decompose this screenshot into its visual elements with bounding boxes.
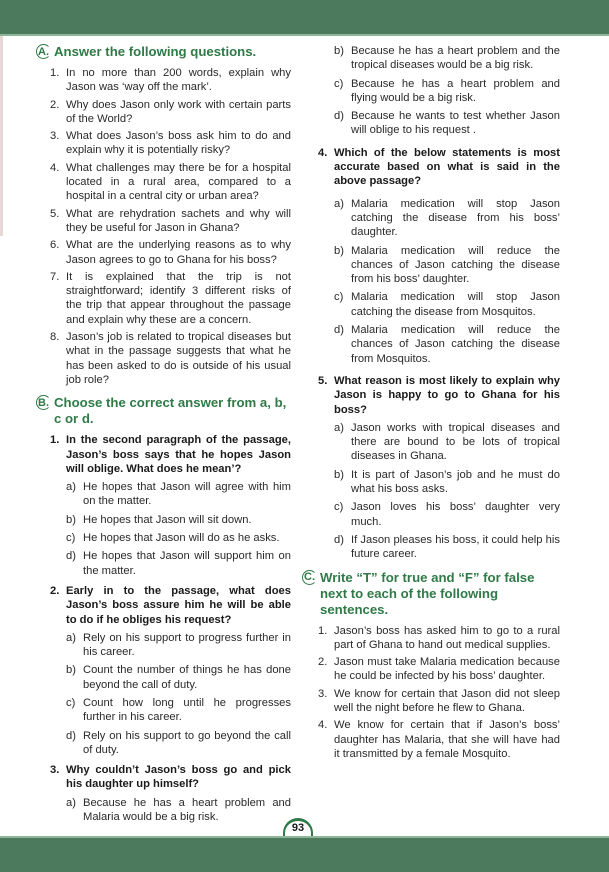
question-a6 bbox=[50, 238, 291, 267]
question-b5-options bbox=[334, 421, 560, 562]
option-c bbox=[334, 77, 560, 106]
option-label: a) bbox=[334, 197, 344, 210]
question-b5 bbox=[318, 374, 560, 417]
question-b3-options-part1 bbox=[66, 796, 291, 825]
question-b4-options bbox=[334, 197, 560, 366]
option-label: b) bbox=[66, 664, 76, 677]
footer-band bbox=[0, 836, 609, 872]
page-number: 93 bbox=[283, 818, 313, 836]
statement-text: We know for certain that if Jason’s boss’ daughter has Malaria, that she will have had it transmitted by a female Mosquito. bbox=[334, 719, 560, 760]
statement-text: Jason’s boss has asked him to go to a rural part of Ghana to hand out medical supplies. bbox=[334, 624, 560, 651]
statement-text: Jason must take Malaria medication because he could be infected by his boss’ daughter. bbox=[334, 656, 560, 683]
question-text: In the second paragraph of the passage, Jason’s boss says that he hopes Jason will oblige. What does he mean’? bbox=[66, 434, 291, 475]
question-b1-options bbox=[66, 480, 291, 578]
option-text: Because he wants to test whether Jason will oblige to his request . bbox=[351, 110, 560, 137]
option-text: If Jason pleases his boss, it could help his future career. bbox=[351, 533, 560, 561]
question-number: 8. bbox=[50, 331, 60, 344]
section-c-statements bbox=[318, 624, 560, 762]
question-b3 bbox=[50, 763, 291, 792]
option-b bbox=[66, 513, 291, 527]
statement-number: 2. bbox=[318, 656, 328, 669]
section-c-title: Write “T” for true and “F” for false next to each of the following sentences. bbox=[320, 569, 535, 617]
statement-c3 bbox=[318, 687, 560, 716]
question-text: It is explained that the trip is not straightforward; identify 3 different risks of the trip that appear throughout the passage and explain why these are a concern. bbox=[66, 270, 291, 326]
option-label: d) bbox=[66, 729, 76, 742]
option-d bbox=[66, 549, 291, 578]
option-a bbox=[66, 796, 291, 825]
header-band bbox=[0, 0, 609, 36]
question-text: What does Jason’s boss ask him to do and explain why it is potentially risky? bbox=[66, 130, 291, 157]
statement-c1 bbox=[318, 624, 560, 653]
option-c bbox=[66, 696, 291, 725]
question-text: Which of the below statements is most accurate based on what is said in the above passage? bbox=[334, 146, 560, 188]
option-text: It is part of Jason’s job and he must do what his boss asks. bbox=[351, 468, 560, 496]
option-label: a) bbox=[66, 481, 76, 494]
statement-c4 bbox=[318, 718, 560, 761]
option-label: c) bbox=[334, 501, 344, 514]
question-number: 3. bbox=[50, 130, 60, 143]
question-number: 4. bbox=[318, 146, 328, 159]
option-text: He hopes that Jason will do as he asks. bbox=[83, 532, 280, 545]
section-a-questions bbox=[36, 66, 291, 387]
option-a bbox=[334, 197, 560, 240]
option-text: Count how long until he progresses further in his career. bbox=[83, 696, 291, 724]
option-c bbox=[66, 531, 291, 545]
option-c bbox=[334, 290, 560, 319]
question-number: 2. bbox=[50, 584, 60, 597]
option-b bbox=[334, 468, 560, 497]
question-number: 5. bbox=[50, 207, 60, 220]
option-c bbox=[334, 500, 560, 529]
option-text: Rely on his support to progress further in his career. bbox=[83, 631, 291, 659]
option-a bbox=[334, 421, 560, 464]
question-number: 3. bbox=[50, 764, 60, 777]
option-text: He hopes that Jason will agree with him on the matter. bbox=[83, 481, 291, 508]
option-text: He hopes that Jason will sit down. bbox=[83, 513, 252, 526]
question-text: Jason’s job is related to tropical diseases but what in the passage suggests that what he has been asked to do is outside of his usual job role? bbox=[66, 331, 291, 386]
question-text: In no more than 200 words, explain why Jason was ‘way off the mark’. bbox=[66, 67, 291, 94]
question-a3 bbox=[50, 129, 291, 158]
section-a-title: Answer the following questions. bbox=[54, 44, 257, 59]
question-b2 bbox=[50, 584, 291, 627]
option-text: He hopes that Jason will support him on the matter. bbox=[83, 550, 291, 577]
section-c-letter-icon: C. bbox=[304, 571, 315, 583]
question-a1 bbox=[50, 66, 291, 95]
section-b-heading bbox=[36, 395, 291, 427]
question-b4 bbox=[318, 146, 560, 189]
option-text: Rely on his support to go beyond the call of duty. bbox=[83, 729, 291, 756]
right-column bbox=[304, 44, 560, 764]
option-label: a) bbox=[66, 796, 76, 809]
option-text: Malaria medication will stop Jason catching the disease from Mosquitos. bbox=[351, 291, 560, 318]
question-text: What are rehydration sachets and why will they be useful for Jason in Ghana? bbox=[66, 207, 291, 234]
question-text: Early in to the passage, what does Jason’s boss assure him he will be able to do if he obliges his request? bbox=[66, 584, 291, 626]
option-label: d) bbox=[334, 533, 344, 546]
option-text: Because he has a heart problem and Malaria would be a big risk. bbox=[83, 796, 291, 824]
question-text: What challenges may there be for a hospital located in a rural area, compared to a hospital in a central city or urban area? bbox=[66, 161, 291, 203]
option-b bbox=[334, 44, 560, 73]
question-b3-options-part2 bbox=[334, 44, 560, 138]
question-number: 2. bbox=[50, 98, 60, 111]
option-d bbox=[334, 323, 560, 366]
option-label: a) bbox=[66, 631, 76, 644]
section-a-heading bbox=[36, 44, 291, 60]
statement-number: 4. bbox=[318, 719, 328, 732]
statement-number: 3. bbox=[318, 687, 328, 700]
option-label: c) bbox=[334, 291, 344, 304]
section-b-title: Choose the correct answer from a, b, c or d. bbox=[54, 395, 287, 427]
question-number: 1. bbox=[50, 434, 60, 447]
section-b-letter-icon: B. bbox=[38, 396, 49, 409]
option-text: Jason loves his boss’ daughter very much. bbox=[351, 501, 560, 528]
question-b1 bbox=[50, 433, 291, 476]
option-label: d) bbox=[334, 110, 344, 123]
option-label: d) bbox=[66, 550, 76, 563]
statement-number: 1. bbox=[318, 624, 328, 637]
option-label: d) bbox=[334, 324, 344, 337]
option-text: Because he has a heart problem and the tropical diseases would be a big risk. bbox=[351, 45, 560, 72]
option-d bbox=[334, 109, 560, 138]
question-text: Why couldn’t Jason’s boss go and pick his daughter up himself? bbox=[66, 764, 291, 791]
statement-text: We know for certain that Jason did not sleep well the night before he flew to Ghana. bbox=[334, 687, 560, 714]
option-label: b) bbox=[66, 513, 76, 526]
question-number: 6. bbox=[50, 239, 60, 252]
option-label: b) bbox=[334, 244, 344, 257]
margin-strip bbox=[0, 36, 3, 236]
option-d bbox=[66, 729, 291, 758]
option-b bbox=[66, 663, 291, 692]
option-text: Jason works with tropical diseases and there are bound to be lots of tropical diseases in Ghana. bbox=[351, 421, 560, 463]
option-a bbox=[66, 480, 291, 509]
question-text: What reason is most likely to explain why Jason is happy to go to Ghana for his boss? bbox=[334, 374, 560, 416]
option-label: a) bbox=[334, 421, 344, 434]
question-a4 bbox=[50, 161, 291, 204]
question-a2 bbox=[50, 98, 291, 127]
question-b2-options bbox=[66, 631, 291, 757]
option-label: c) bbox=[66, 696, 76, 709]
question-number: 4. bbox=[50, 161, 60, 174]
option-label: b) bbox=[334, 468, 344, 481]
section-c-heading bbox=[302, 570, 560, 618]
question-a8 bbox=[50, 330, 291, 387]
option-b bbox=[334, 244, 560, 287]
question-number: 7. bbox=[50, 270, 60, 283]
option-text: Malaria medication will reduce the chances of Jason catching the disease from his boss’ daughter. bbox=[351, 244, 560, 286]
question-a5 bbox=[50, 207, 291, 236]
option-text: Because he has a heart problem and flying would be a big risk. bbox=[351, 77, 560, 104]
option-d bbox=[334, 533, 560, 562]
section-b-questions-left bbox=[36, 433, 291, 824]
option-label: b) bbox=[334, 45, 344, 57]
option-label: c) bbox=[66, 532, 76, 545]
option-label: c) bbox=[334, 77, 344, 90]
question-a7 bbox=[50, 270, 291, 327]
question-number: 5. bbox=[318, 374, 328, 387]
left-column bbox=[36, 44, 291, 828]
question-number: 1. bbox=[50, 67, 60, 79]
option-text: Malaria medication will stop Jason catching the disease from his boss’ daughter. bbox=[351, 197, 560, 239]
statement-c2 bbox=[318, 655, 560, 684]
question-text: What are the underlying reasons as to why Jason agrees to go to Ghana for his boss? bbox=[66, 239, 291, 266]
option-text: Count the number of things he has done beyond the call of duty. bbox=[83, 664, 291, 691]
section-a-letter-icon: A. bbox=[38, 45, 49, 58]
question-text: Why does Jason only work with certain parts of the World? bbox=[66, 98, 291, 125]
option-text: Malaria medication will reduce the chances of Jason catching the disease from Mosquitos. bbox=[351, 324, 560, 365]
option-a bbox=[66, 631, 291, 660]
